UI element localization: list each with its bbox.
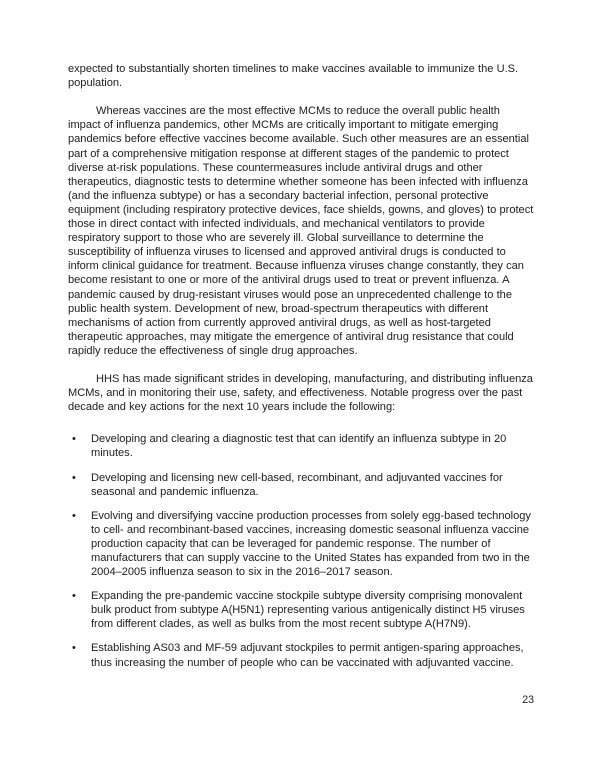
paragraph-whereas-vaccines: Whereas vaccines are the most effective MCMs to reduce the overall public health impact of influenza pandemics, other MCMs are critically important to mitigate emerging pandemics before effective vaccines become available. Such other measures are an essential part of a comprehensive mitigation response at different stages of the pandemic to protect diverse at-risk populations. These countermeasures include antiviral drugs and other therapeutics, diagnostic tests to determine whether someone has been infected with influenza (and the influenza subtype) or has a secondary bacterial infection, personal protective equipment (including respiratory protective devices, face shields, gowns, and gloves) to protect those in direct contact with infected individuals, and mechanical ventilators to provide respiratory support to those who are severely ill. Global surveillance to determine the susceptibility of influenza viruses to licensed and approved antiviral drugs is conducted to inform clinical guidance for treatment. Because influenza viruses change constantly, they can become resistant to one or more of the antiviral drugs used to treat or prevent influenza. A pandemic caused by drug-resistant viruses would pose an unprecedented challenge to the public health system. Development of new, broad-spectrum therapeutics with different mechanisms of action from currently approved antiviral drugs, as well as host-targeted therapeutic approaches, may mitigate the emergence of antiviral drug resistance that could rapidly reduce the effectiveness of single drug approaches.: [68, 105, 534, 357]
bullet-point-icon: •: [72, 509, 76, 522]
list-item: [68, 509, 534, 579]
list-item-text: Establishing AS03 and MF-59 adjuvant stockpiles to permit antigen-sparing approaches, thus increasing the number of people who can be vaccinated with adjuvanted vaccine.: [91, 642, 524, 669]
bullet-point-icon: •: [72, 642, 76, 655]
bullet-point-icon: •: [72, 471, 76, 484]
list-item: [68, 589, 534, 631]
paragraph-continuation: expected to substantially shorten timelines to make vaccines available to immunize the U.S. population.: [68, 63, 519, 90]
list-item: [68, 471, 534, 499]
list-item-text: Expanding the pre-pandemic vaccine stockpile subtype diversity comprising monovalent bulk product from subtype A(H5N1) representing various antigenically distinct H5 viruses from different clades, as well as bulks from the most recent subtype A(H7N9).: [91, 590, 525, 631]
paragraph-hhs-strides: HHS has made significant strides in developing, manufacturing, and distributing influenza MCMs, and in monitoring their use, safety, and effectiveness. Notable progress over the past decade and key actions for the next 10 years include the following:: [68, 373, 533, 414]
list-item-text: Developing and licensing new cell-based, recombinant, and adjuvanted vaccines for seasonal and pandemic influenza.: [91, 471, 503, 498]
list-item: [68, 432, 534, 460]
list-item-text: Evolving and diversifying vaccine production processes from solely egg-based technology to cell- and recombinant-based vaccines, increasing domestic seasonal influenza vaccine production capacity that can be leveraged for pandemic response. The number of manufacturers that can supply vaccine to the United States has expanded from two in the 2004–2005 influenza season to six in the 2016–2017 season.: [91, 509, 531, 579]
bullet-point-icon: •: [72, 590, 76, 603]
page-number: 23: [522, 694, 534, 706]
bullet-point-icon: •: [72, 433, 76, 446]
list-item-text: Developing and clearing a diagnostic test that can identify an influenza subtype in 20 minutes.: [91, 433, 507, 460]
list-item: [68, 641, 534, 669]
document-body: [68, 62, 534, 670]
progress-bullet-list: [68, 432, 534, 669]
